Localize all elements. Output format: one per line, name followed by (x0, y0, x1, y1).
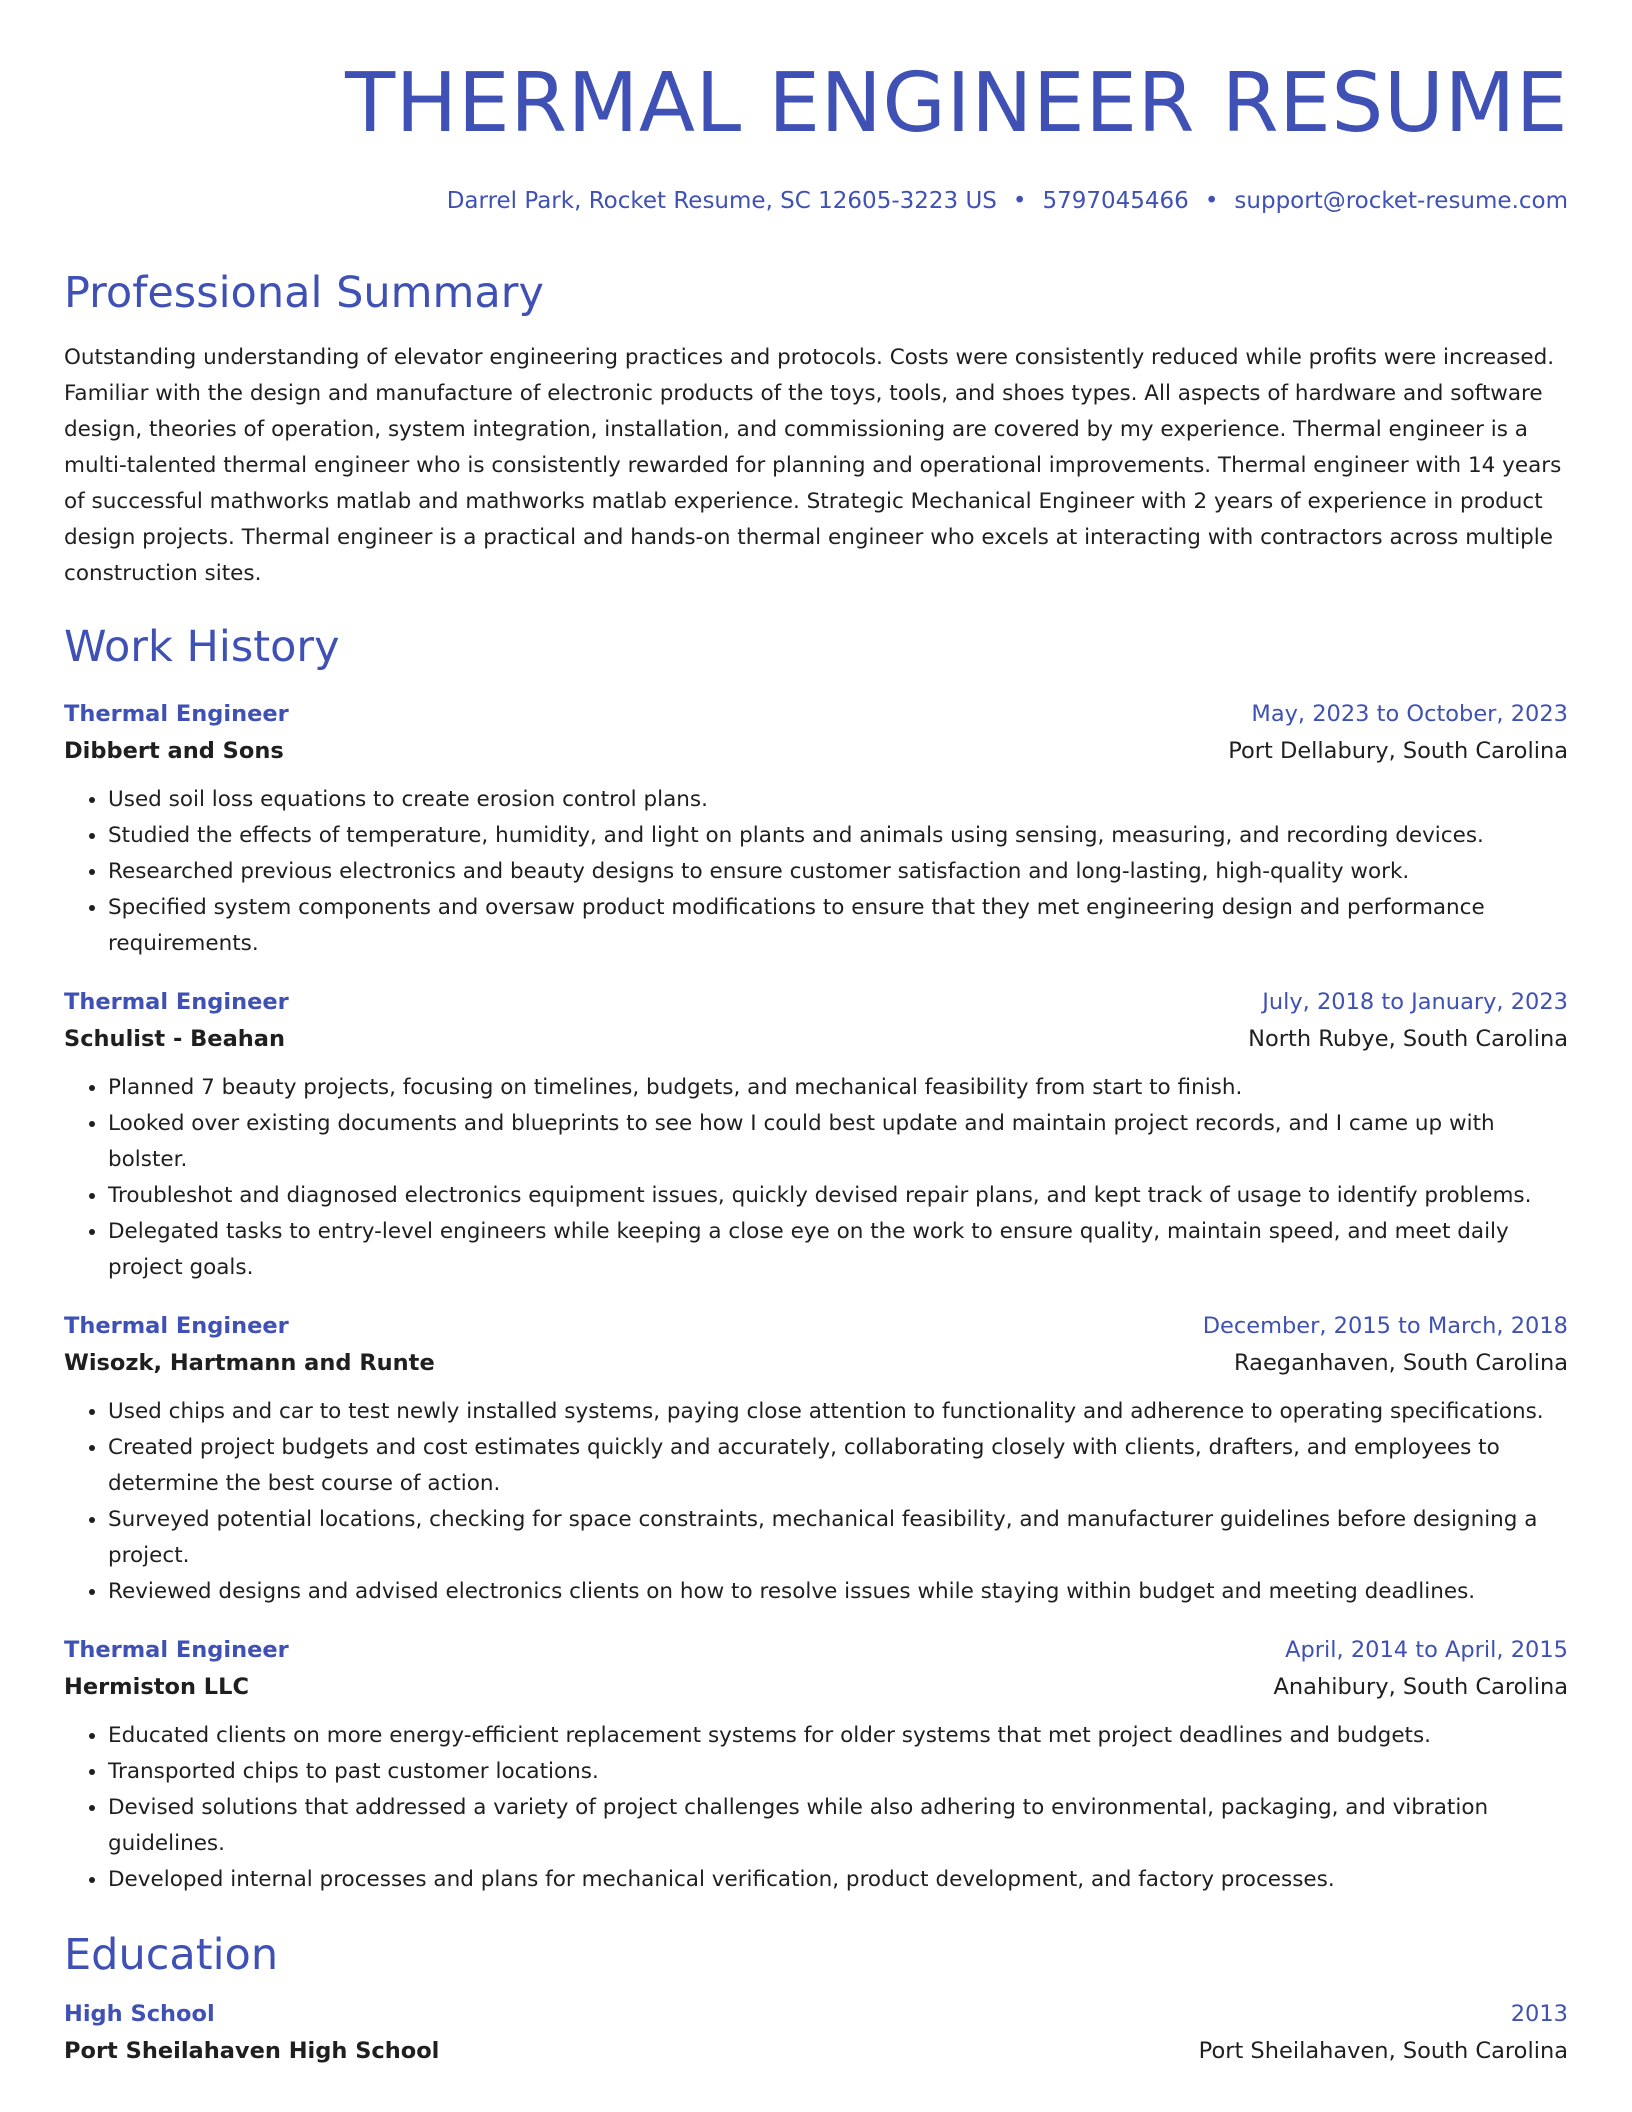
job-entry (64, 1632, 1568, 1898)
job-bullet: • Created project budgets and cost estimates quickly and accurately, collaborating closely with clients, drafters, and employees to determine the best course of action. (108, 1430, 1568, 1502)
job-bullet: • Reviewed designs and advised electronics clients on how to resolve issues while staying within budget and meeting deadlines. (108, 1574, 1568, 1610)
job-entry (64, 1308, 1568, 1610)
contact-separator: • (1204, 188, 1219, 214)
summary-section (64, 266, 1568, 592)
work-history-heading: Work History (64, 622, 340, 672)
job-entry (64, 984, 1568, 1286)
job-company-row (64, 732, 1568, 770)
job-location: Raeganhaven, South Carolina (1234, 1350, 1568, 1376)
job-company-row (64, 1668, 1568, 1706)
contact-address: Darrel Park, Rocket Resume, SC 12605-3223 US (446, 188, 997, 214)
job-dates: July, 2018 to January, 2023 (1262, 989, 1568, 1015)
job-bullets (64, 782, 1568, 962)
job-company: Schulist - Beahan (64, 1026, 285, 1052)
job-title: Thermal Engineer (64, 989, 289, 1015)
job-bullet: • Devised solutions that addressed a variety of project challenges while also adhering to environmental, packaging, and vibration guidelines. (108, 1790, 1568, 1862)
job-title: Thermal Engineer (64, 1313, 289, 1339)
job-title-row (64, 1632, 1568, 1668)
education-section (64, 1928, 1568, 2070)
job-location: North Rubye, South Carolina (1248, 1026, 1568, 1052)
job-bullet: • Surveyed potential locations, checking for space constraints, mechanical feasibility, and manufacturer guidelines before designing a project. (108, 1502, 1568, 1574)
job-bullets (64, 1394, 1568, 1610)
job-title-row (64, 1308, 1568, 1344)
job-title-row (64, 696, 1568, 732)
job-company-row (64, 1344, 1568, 1382)
work-history-section (64, 620, 1568, 1898)
education-year: 2013 (1510, 2001, 1568, 2027)
job-bullet: • Planned 7 beauty projects, focusing on timelines, budgets, and mechanical feasibility from start to finish. (108, 1070, 1568, 1106)
job-entry (64, 696, 1568, 962)
job-bullet: • Educated clients on more energy-efficient replacement systems for older systems that met project deadlines and budgets. (108, 1718, 1568, 1754)
job-dates: May, 2023 to October, 2023 (1251, 701, 1568, 727)
job-bullet: • Delegated tasks to entry-level engineers while keeping a close eye on the work to ensure quality, maintain speed, and meet daily project goals. (108, 1214, 1568, 1286)
job-bullet: • Used soil loss equations to create erosion control plans. (108, 782, 1568, 818)
resume-header (64, 56, 1568, 216)
contact-line (64, 186, 1568, 216)
contact-phone[interactable]: 5797045466 (1042, 188, 1189, 214)
education-heading: Education (64, 1930, 279, 1980)
job-company-row (64, 1020, 1568, 1058)
job-bullet: • Researched previous electronics and beauty designs to ensure customer satisfaction and long-lasting, high-quality work. (108, 854, 1568, 890)
job-bullet: • Studied the effects of temperature, humidity, and light on plants and animals using sensing, measuring, and recording devices. (108, 818, 1568, 854)
summary-heading: Professional Summary (64, 268, 544, 318)
contact-separator: • (1012, 188, 1027, 214)
job-bullets (64, 1718, 1568, 1898)
job-bullet: • Troubleshot and diagnosed electronics equipment issues, quickly devised repair plans, and kept track of usage to identify problems. (108, 1178, 1568, 1214)
resume-title: THERMAL ENGINEER RESUME (345, 56, 1568, 151)
job-bullet: • Looked over existing documents and blueprints to see how I could best update and maintain project records, and I came up with bolster. (108, 1106, 1568, 1178)
education-degree-row (64, 1996, 1568, 2032)
job-dates: April, 2014 to April, 2015 (1285, 1637, 1568, 1663)
education-location: Port Sheilahaven, South Carolina (1198, 2038, 1568, 2064)
job-bullet: • Specified system components and oversaw product modifications to ensure that they met engineering design and performance requirements. (108, 890, 1568, 962)
job-bullets (64, 1070, 1568, 1286)
job-bullet: • Used chips and car to test newly installed systems, paying close attention to functionality and adherence to operating specifications. (108, 1394, 1568, 1430)
education-entry (64, 1996, 1568, 2070)
education-school-row (64, 2032, 1568, 2070)
job-company: Dibbert and Sons (64, 738, 284, 764)
job-company: Wisozk, Hartmann and Runte (64, 1350, 435, 1376)
job-title-row (64, 984, 1568, 1020)
job-bullet: • Transported chips to past customer locations. (108, 1754, 1568, 1790)
education-school: Port Sheilahaven High School (64, 2038, 440, 2064)
job-bullet: • Developed internal processes and plans for mechanical verification, product development, and factory processes. (108, 1862, 1568, 1898)
job-title: Thermal Engineer (64, 701, 289, 727)
job-location: Anahibury, South Carolina (1273, 1674, 1568, 1700)
summary-text: Outstanding understanding of elevator engineering practices and protocols. Costs were consistently reduced while profits were increased. Familiar with the design and manufacture of electronic products of the toys, tools, and shoes types. All aspects of hardware and software design, theories of operation, system integration, installation, and commissioning are covered by my experience. Thermal engineer is a multi-talented thermal engineer who is consistently rewarded for planning and operational improvements. Thermal engineer with 14 years of successful mathworks matlab and mathworks matlab experience. Strategic Mechanical Engineer with 2 years of experience in product design projects. Thermal engineer is a practical and hands-on thermal engineer who excels at interacting with contractors across multiple construction sites. (64, 345, 1562, 586)
job-company: Hermiston LLC (64, 1674, 249, 1700)
education-degree: High School (64, 2001, 215, 2027)
job-title: Thermal Engineer (64, 1637, 289, 1663)
job-location: Port Dellabury, South Carolina (1228, 738, 1568, 764)
contact-email[interactable]: support@rocket-resume.com (1234, 188, 1568, 214)
job-dates: December, 2015 to March, 2018 (1202, 1313, 1568, 1339)
